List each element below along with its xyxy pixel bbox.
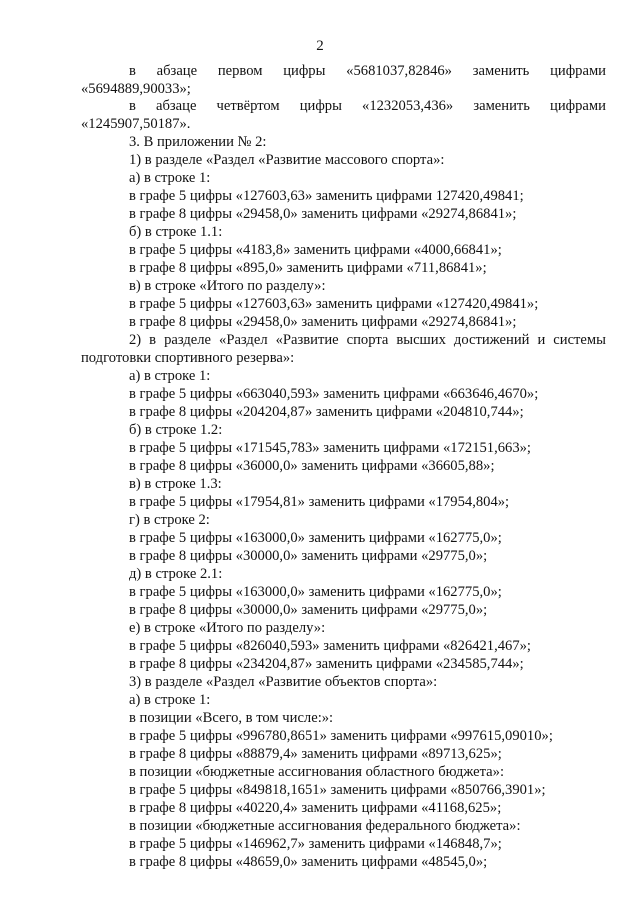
paragraph-1-first-line xyxy=(129,62,606,80)
text-line: в графе 5 цифры «663040,593» заменить цифрами «663646,4670»; xyxy=(129,386,539,402)
word: «5681037,82846» xyxy=(346,63,452,79)
text-line: в графе 8 цифры «29458,0» заменить цифрами «29274,86841»; xyxy=(129,206,517,222)
text-line: а) в строке 1: xyxy=(129,170,211,186)
word: цифрами xyxy=(550,63,606,79)
text-line: 3) в разделе «Раздел «Развитие объектов спорта»: xyxy=(129,674,438,690)
word: 2) xyxy=(129,332,142,348)
text-line: б) в строке 1.2: xyxy=(129,422,223,438)
text-line: в) в строке 1.3: xyxy=(129,476,222,492)
text-line: в графе 5 цифры «127603,63» заменить цифрами «127420,49841»; xyxy=(129,296,539,312)
paragraph-section-2-first-line xyxy=(129,331,606,349)
text-line: в графе 8 цифры «40220,4» заменить цифрами «41168,625»; xyxy=(129,800,502,816)
text-line: б) в строке 1.1: xyxy=(129,224,223,240)
paragraph-2-first-line xyxy=(129,97,606,115)
word: высших xyxy=(396,332,446,348)
text-line: в позиции «бюджетные ассигнования областного бюджета»: xyxy=(129,764,504,780)
word: заменить xyxy=(473,98,530,114)
text-line: е) в строке «Итого по разделу»: xyxy=(129,620,326,636)
text-line: в графе 8 цифры «36000,0» заменить цифрами «36605,88»; xyxy=(129,458,495,474)
word: и xyxy=(537,332,546,348)
text-line: в графе 5 цифры «171545,783» заменить цифрами «172151,663»; xyxy=(129,440,531,456)
paragraph-2-continuation: «1245907,50187». xyxy=(81,116,191,132)
text-line: в графе 5 цифры «163000,0» заменить цифрами «162775,0»; xyxy=(129,530,502,546)
word: цифры xyxy=(283,63,326,79)
text-line: в графе 8 цифры «234204,87» заменить цифрами «234585,744»; xyxy=(129,656,524,672)
page-number: 2 xyxy=(316,38,324,54)
paragraph-section-2-continuation: подготовки спортивного резерва»: xyxy=(81,350,295,366)
text-line: в позиции «бюджетные ассигнования федерального бюджета»: xyxy=(129,818,521,834)
word: «1232053,436» xyxy=(362,98,454,114)
word: «Развитие xyxy=(275,332,339,348)
text-line: в позиции «Всего, в том числе:»: xyxy=(129,710,334,726)
word: системы xyxy=(553,332,606,348)
word: спорта xyxy=(346,332,389,348)
text-line: в графе 8 цифры «88879,4» заменить цифрами «89713,625»; xyxy=(129,746,502,762)
text-line: г) в строке 2: xyxy=(129,512,210,528)
text-line: в графе 8 цифры «29458,0» заменить цифрами «29274,86841»; xyxy=(129,314,517,330)
text-line: 3. В приложении № 2: xyxy=(129,134,267,150)
word: в xyxy=(129,63,136,79)
word: достижений xyxy=(453,332,530,348)
text-line: 1) в разделе «Раздел «Развитие массового спорта»: xyxy=(129,152,445,168)
text-line: а) в строке 1: xyxy=(129,368,211,384)
text-line: д) в строке 2.1: xyxy=(129,566,223,582)
word: четвёртом xyxy=(216,98,280,114)
word: в xyxy=(149,332,157,348)
text-line: в графе 5 цифры «17954,81» заменить цифрами «17954,804»; xyxy=(129,494,510,510)
word: цифрами xyxy=(550,98,606,114)
text-line: в графе 8 цифры «895,0» заменить цифрами «711,86841»; xyxy=(129,260,487,276)
paragraph-1-continuation: «5694889,90033»; xyxy=(81,81,191,97)
word: разделе xyxy=(164,332,212,348)
word: абзаце xyxy=(156,98,197,114)
text-line: в графе 8 цифры «30000,0» заменить цифрами «29775,0»; xyxy=(129,602,488,618)
word: заменить xyxy=(472,63,530,79)
text-line: в графе 5 цифры «826040,593» заменить цифрами «826421,467»; xyxy=(129,638,531,654)
text-line: в графе 8 цифры «30000,0» заменить цифрами «29775,0»; xyxy=(129,548,488,564)
word: в xyxy=(129,98,136,114)
text-line: в графе 5 цифры «849818,1651» заменить цифрами «850766,3901»; xyxy=(129,782,546,798)
text-line: а) в строке 1: xyxy=(129,692,211,708)
text-line: в графе 5 цифры «4183,8» заменить цифрами «4000,66841»; xyxy=(129,242,502,258)
text-line: в графе 5 цифры «996780,8651» заменить цифрами «997615,09010»; xyxy=(129,728,553,744)
word: «Раздел xyxy=(219,332,268,348)
text-line: в графе 5 цифры «146962,7» заменить цифрами «146848,7»; xyxy=(129,836,502,852)
word: абзаце xyxy=(156,63,198,79)
text-line: в графе 5 цифры «127603,63» заменить цифрами 127420,49841; xyxy=(129,188,524,204)
text-line: в) в строке «Итого по разделу»: xyxy=(129,278,326,294)
word: цифры xyxy=(299,98,342,114)
word: первом xyxy=(217,63,263,79)
text-line: в графе 5 цифры «163000,0» заменить цифрами «162775,0»; xyxy=(129,584,502,600)
text-line: в графе 8 цифры «48659,0» заменить цифрами «48545,0»; xyxy=(129,854,488,870)
text-line: в графе 8 цифры «204204,87» заменить цифрами «204810,744»; xyxy=(129,404,524,420)
